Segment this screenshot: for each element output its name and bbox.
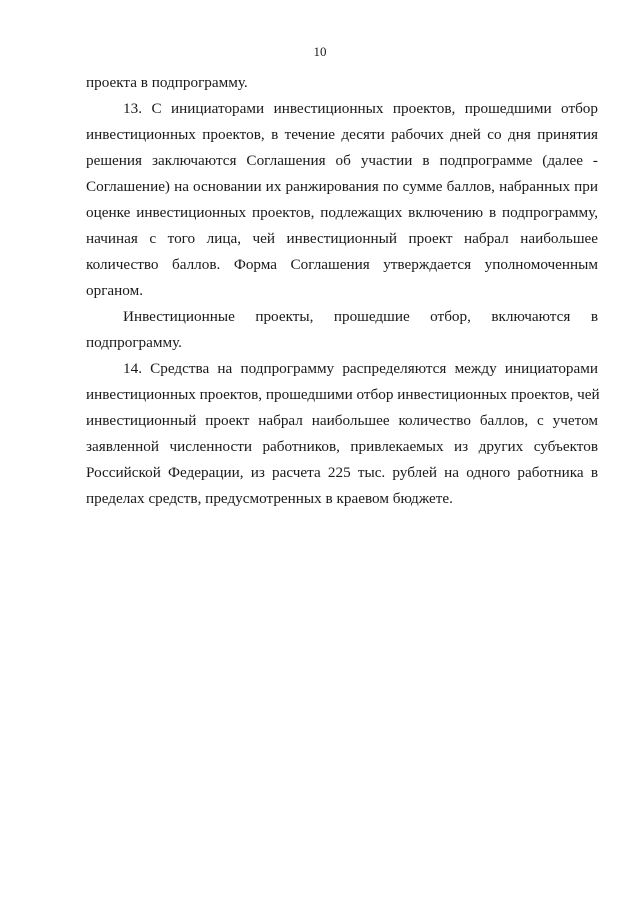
text-line: пределах средств, предусмотренных в краевом бюджете. [86, 490, 453, 507]
text-line: 13. С инициаторами инвестиционных проектов, прошедшими отбор [123, 100, 598, 117]
text-line: оценке инвестиционных проектов, подлежащих включению в подпрограмму, [86, 204, 598, 221]
document-body [86, 70, 598, 512]
text-line: Российской Федерации, из расчета 225 тыс. рублей на одного работника в [86, 464, 598, 481]
text-line: начиная с того лица, чей инвестиционный проект набрал наибольшее [86, 230, 598, 247]
text-line: инвестиционных проектов, прошедшими отбор инвестиционных проектов, чей [86, 386, 600, 403]
text-line: инвестиционный проект набрал наибольшее количество баллов, с учетом [86, 412, 598, 429]
text-line: органом. [86, 282, 143, 299]
page-number: 10 [313, 44, 327, 59]
text-line: подпрограмму. [86, 334, 182, 351]
text-line: проекта в подпрограмму. [86, 74, 248, 91]
text-line: Соглашение) на основании их ранжирования по сумме баллов, набранных при [86, 178, 598, 195]
text-line: 14. Средства на подпрограмму распределяются между инициаторами [123, 360, 598, 377]
text-line: заявленной численности работников, привлекаемых из других субъектов [86, 438, 598, 455]
text-line: решения заключаются Соглашения об участии в подпрограмме (далее - [86, 152, 598, 169]
paragraph-continuation [86, 70, 598, 96]
paragraph-14 [86, 356, 598, 512]
paragraph-inclusion [86, 304, 598, 356]
text-line: Инвестиционные проекты, прошедшие отбор, включаются в [123, 308, 598, 325]
text-line: инвестиционных проектов, в течение десяти рабочих дней со дня принятия [86, 126, 598, 143]
paragraph-13 [86, 96, 598, 304]
text-line: количество баллов. Форма Соглашения утверждается уполномоченным [86, 256, 598, 273]
